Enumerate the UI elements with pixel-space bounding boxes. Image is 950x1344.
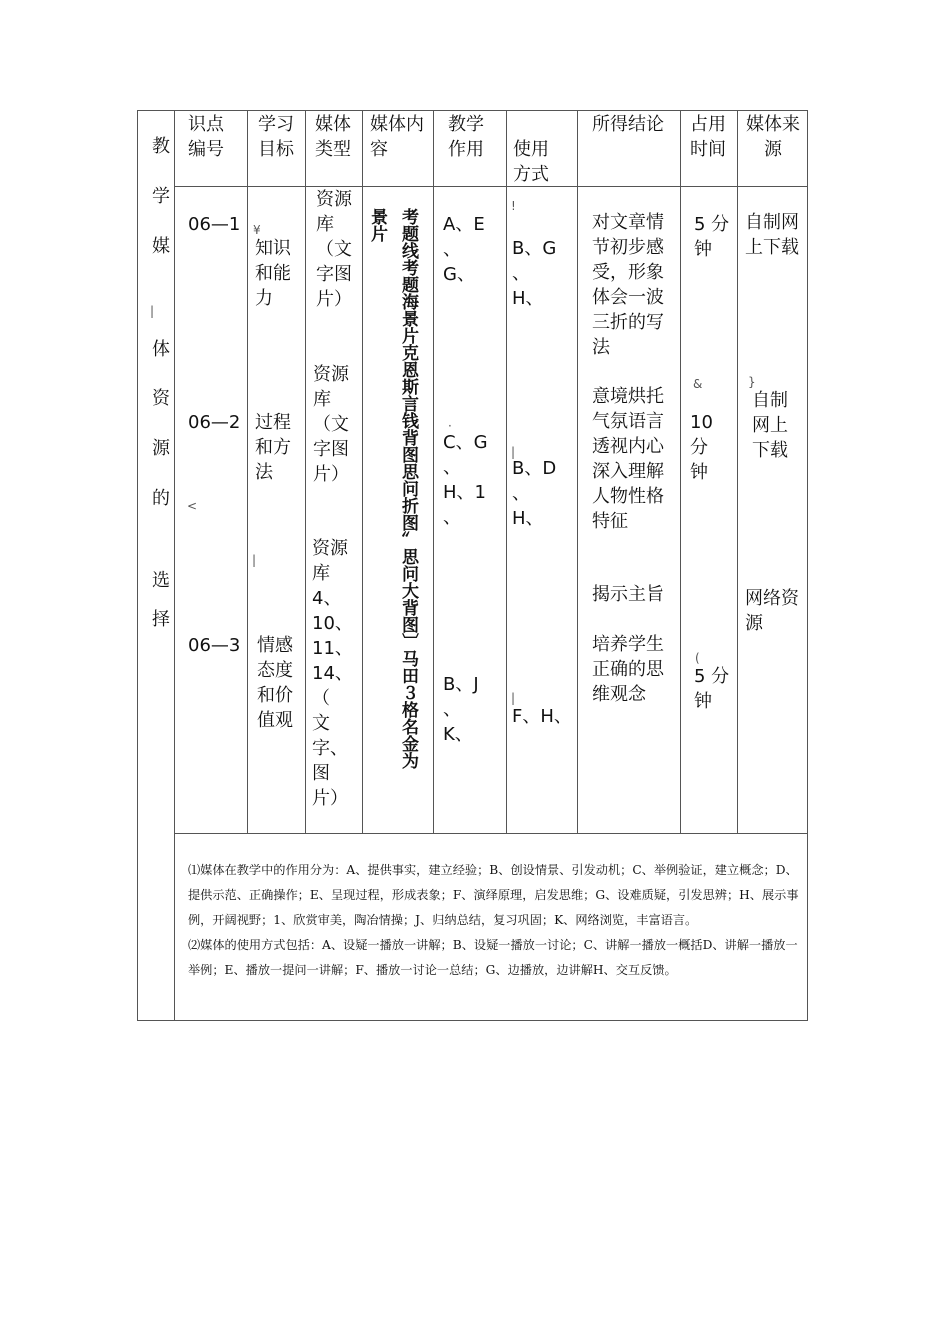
teaching-role: C、G 、 H、1 、 — [443, 432, 488, 528]
scan-mark: | — [511, 445, 516, 459]
time-used: 10 分 钟 — [690, 412, 713, 483]
scan-mark: & — [693, 377, 703, 391]
header-goal: 学习 目标 — [258, 114, 294, 160]
media-content-text: 考题线考题海景片克恩斯言钱背图思问折图〞思问大背图〕马田３格名金为 — [398, 208, 418, 769]
notes-divider — [174, 833, 808, 834]
conclusion-main-idea: 揭示主旨 — [592, 584, 664, 605]
side-title-char: 资 — [152, 388, 170, 409]
scan-mark: ( — [695, 651, 700, 665]
header-usage: 使用 方式 — [513, 139, 549, 185]
scan-mark: | — [252, 553, 257, 567]
conclusion: 意境烘托 气氛语言 透视内心 深入理解 人物性格 特征 — [592, 386, 664, 532]
teaching-role: A、E 、 G、 — [443, 214, 485, 285]
header-kp-no: 识点 编号 — [188, 114, 224, 160]
col-divider — [174, 110, 175, 1021]
scan-mark: ¥ — [253, 223, 261, 237]
table-left-border — [137, 110, 138, 1021]
conclusion: 对文章情 节初步感 受，形象 体会一波 三折的写 法 — [592, 212, 664, 358]
side-title-char: 源 — [152, 438, 170, 459]
footnote-usage-modes: ⑵媒体的使用方式包括：A、设疑一播放一讲解；B、设疑一播放一讨论；C、讲解一播放一概括D、讲解一播放一举例；E、播放一提问一讲解；F、播放一讨论一总结；G、边播放，边讲解H、交互反馈。 — [188, 938, 798, 977]
scan-mark: < — [187, 499, 198, 513]
side-title-char: 教 — [152, 136, 170, 157]
header-media-type: 媒体 类型 — [315, 114, 351, 160]
media-content-short: 景片 — [367, 208, 387, 242]
header-role: 教学 作用 — [448, 114, 484, 160]
side-title-char: 体 — [152, 339, 170, 360]
scan-mark: } — [748, 375, 756, 389]
media-source: 自制 网上 下载 — [752, 390, 788, 461]
side-title-char: 媒 — [152, 236, 170, 257]
side-title-char: 学 — [152, 186, 170, 207]
scan-mark: · — [448, 419, 452, 433]
media-source: 网络资 源 — [745, 588, 799, 634]
media-source: 自制网 上下载 — [745, 212, 799, 258]
col-divider — [506, 110, 507, 833]
col-divider — [305, 110, 306, 833]
media-type: 资源 库 （文 字图 片） — [313, 364, 349, 485]
side-title-char: 的 — [152, 488, 170, 509]
col-divider — [362, 110, 363, 833]
col-divider — [247, 110, 248, 833]
learning-goal: 过程 和方 法 — [255, 412, 291, 483]
header-conclusion: 所得结论 — [592, 114, 664, 135]
media-type: 资源 库 4、 10、 11、 14、 （ 文 字、 图 片） — [312, 538, 353, 809]
header-source: 媒体来 源 — [746, 114, 800, 160]
scan-mark: | — [150, 304, 155, 318]
usage-mode: F、H、 — [512, 706, 572, 727]
media-type: 资源 库 （文 字图 片） — [316, 189, 352, 310]
side-title-char: 选 — [152, 570, 170, 591]
header-media-content: 媒体内 容 — [370, 114, 424, 160]
time-used: 5 分 钟 — [694, 666, 730, 712]
teaching-role: B、J 、 K、 — [443, 674, 479, 745]
kp-number: 06—3 — [188, 635, 241, 656]
usage-mode: B、D 、 H、 — [512, 458, 557, 529]
conclusion-thinking: 培养学生 正确的思 维观念 — [592, 634, 664, 705]
time-used: 5 分 钟 — [694, 214, 730, 260]
col-divider — [577, 110, 578, 833]
header-time: 占用 时间 — [690, 114, 726, 160]
footnote-media-roles: ⑴媒体在教学中的作用分为：A、提供事实，建立经验；B、创设情景、引发动机；C、举例验证，建立概念；D、提供示范、正确操作；E、呈现过程，形成表象；F、演绎原理，启发思维；G、设难质疑，引发思辨；H、展示事例，开阔视野；1、欣赏审美，陶冶情操；J、归纳总结，复习巩固；K、网络浏览，丰富语言。 — [188, 863, 799, 927]
learning-goal: 知识 和能 力 — [255, 238, 291, 309]
scan-mark: ! — [511, 199, 516, 213]
usage-mode: B、G 、 H、 — [512, 238, 557, 309]
learning-goal: 情感 态度 和价 值观 — [257, 635, 293, 731]
footnotes — [188, 858, 802, 983]
col-divider — [433, 110, 434, 833]
table-right-border — [807, 110, 808, 1021]
table-top-border — [137, 110, 808, 111]
col-divider — [737, 110, 738, 833]
col-divider — [680, 110, 681, 833]
scan-mark: | — [511, 691, 516, 705]
table-bottom-border — [137, 1020, 808, 1021]
kp-number: 06—2 — [188, 412, 241, 433]
kp-number: 06—1 — [188, 214, 241, 235]
header-divider — [174, 186, 808, 187]
side-title-char: 择 — [152, 609, 170, 630]
